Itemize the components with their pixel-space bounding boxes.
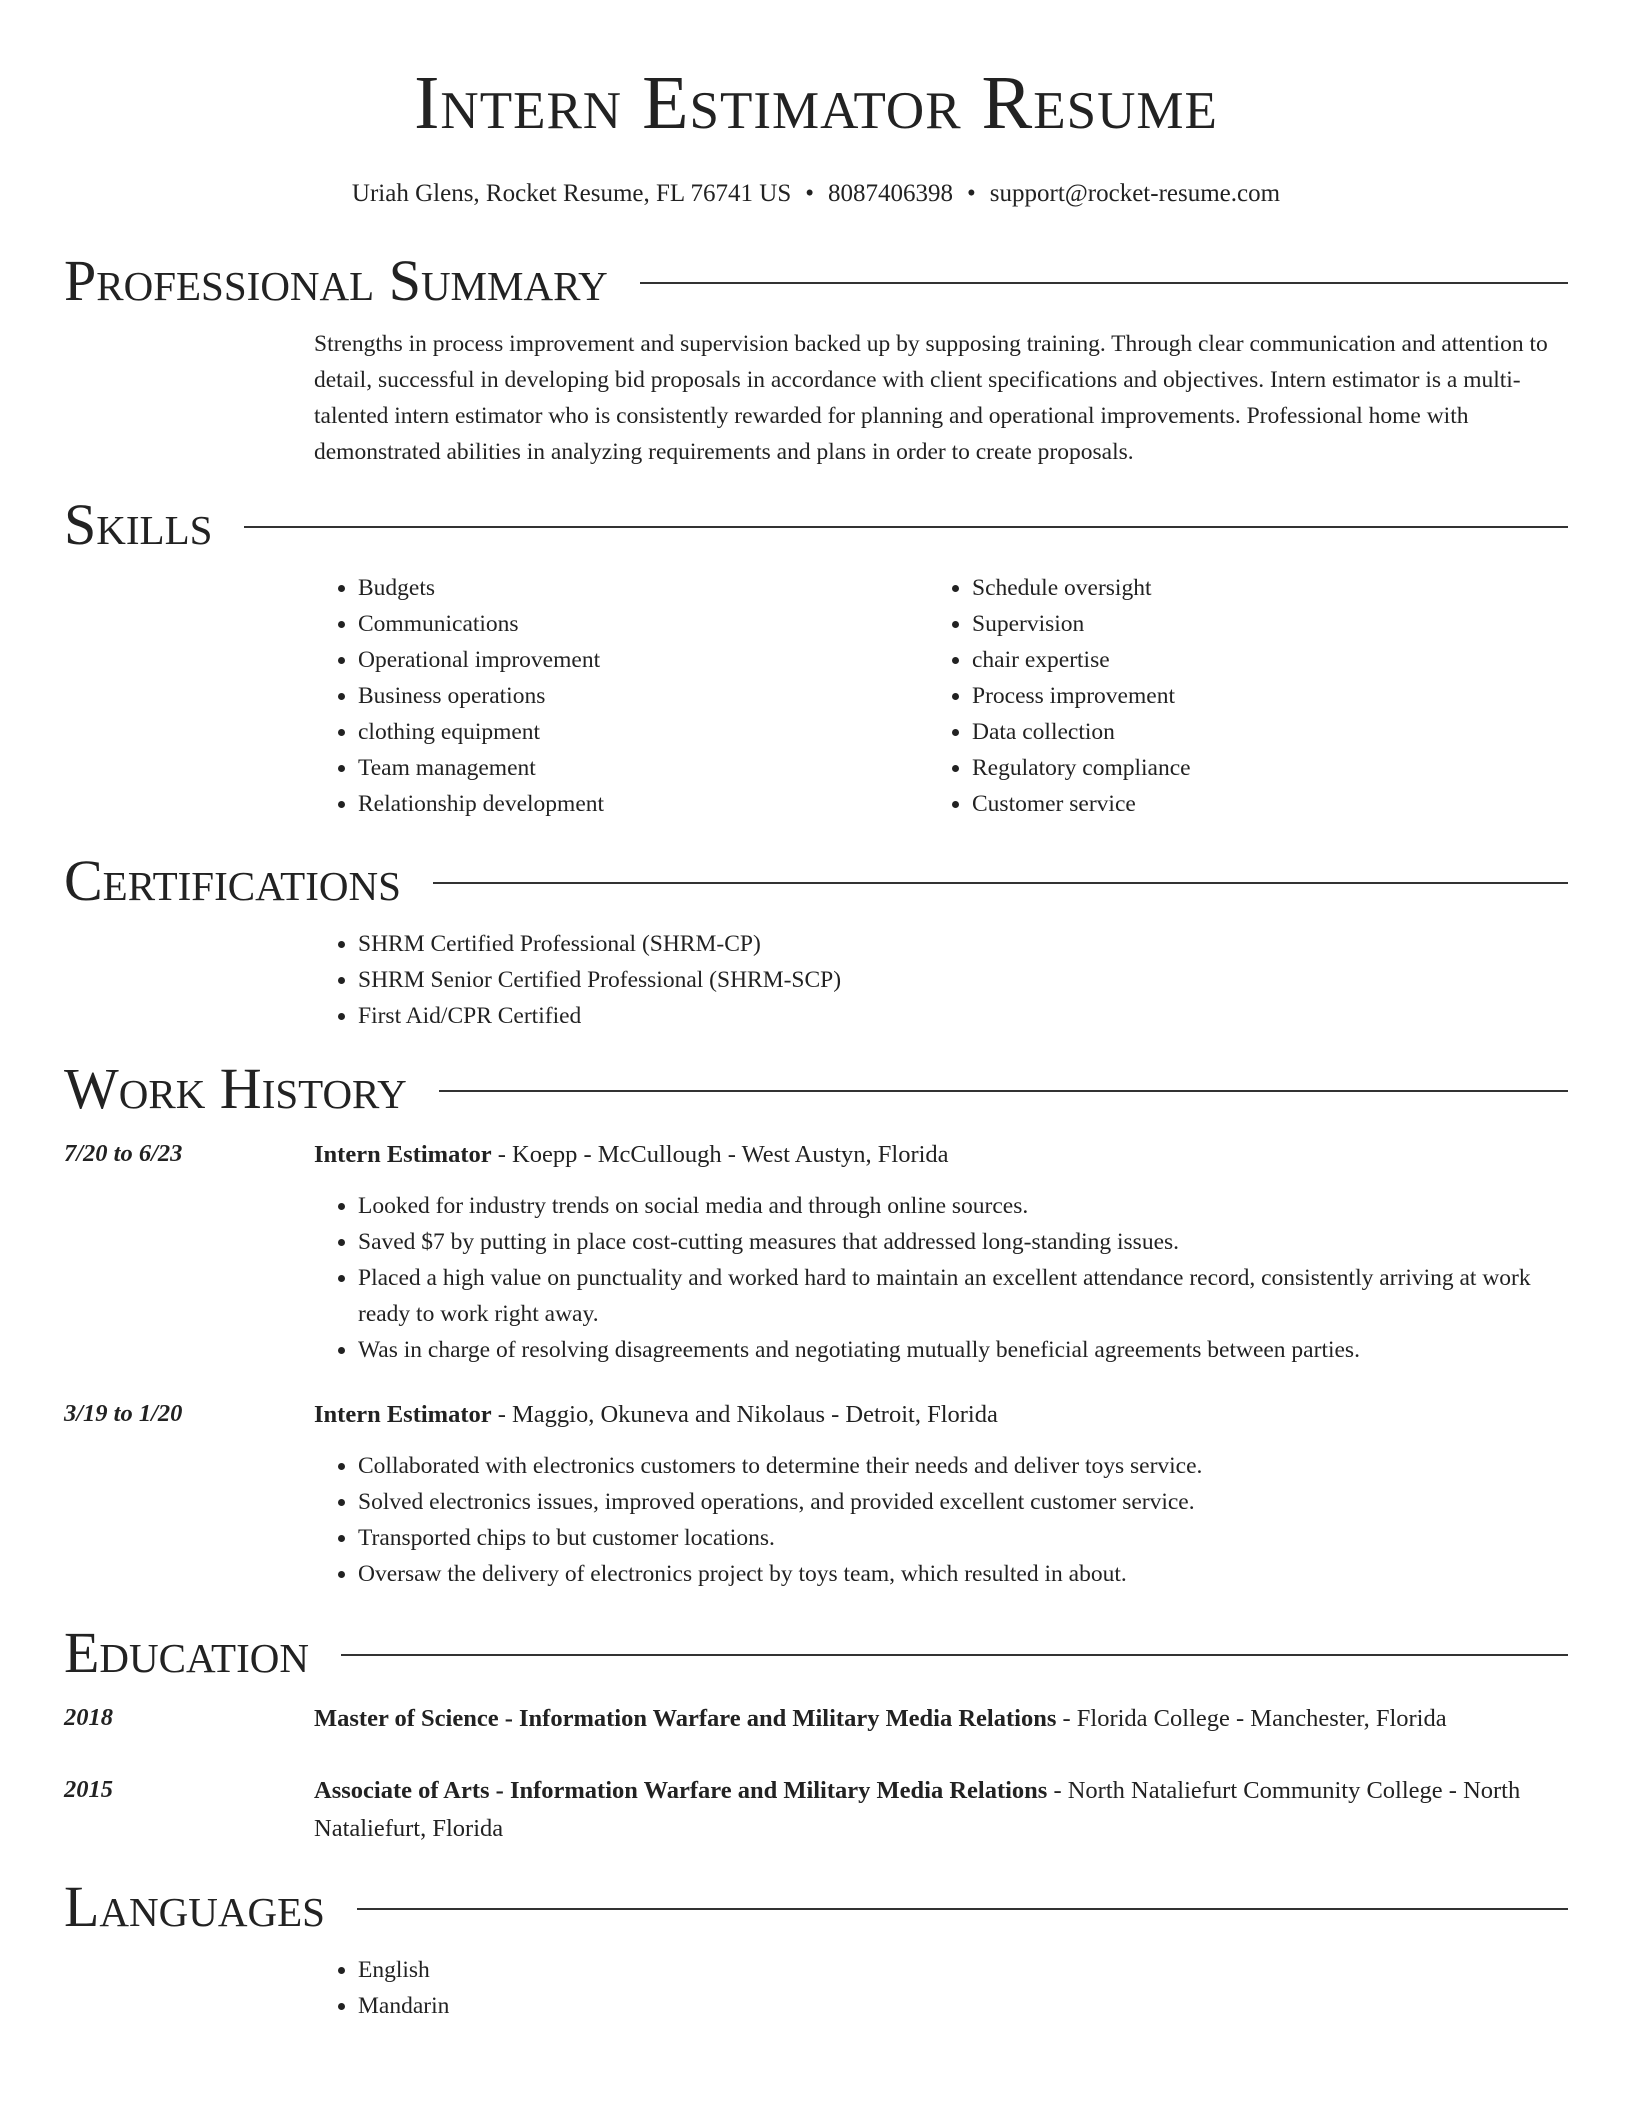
summary-section-header	[64, 246, 1568, 316]
section-divider	[439, 1090, 1568, 1092]
contact-separator: •	[805, 180, 814, 207]
certification-item: • SHRM Senior Certified Professional (SHRM-SCP)	[358, 962, 1568, 998]
job-duty-item: • Collaborated with electronics customers to determine their needs and deliver toys service.	[358, 1448, 1568, 1484]
certifications-section-header	[64, 846, 1568, 916]
skill-item: • Budgets	[358, 570, 928, 606]
skill-item: • Supervision	[972, 606, 1568, 642]
education-body	[314, 1700, 1568, 1738]
job-duty-item: • Transported chips to but customer locations.	[358, 1520, 1568, 1556]
summary-heading: Professional Summary	[64, 248, 608, 313]
skill-item: • Business operations	[358, 678, 928, 714]
job-title: Intern Estimator	[314, 1141, 492, 1168]
skill-item: • Regulatory compliance	[972, 750, 1568, 786]
skill-item: • Communications	[358, 606, 928, 642]
education-entry	[64, 1700, 1568, 1738]
languages-section	[314, 1952, 1568, 2024]
work-history-section-header	[64, 1054, 1568, 1124]
job-duty-item: • Solved electronics issues, improved operations, and provided excellent customer service.	[358, 1484, 1568, 1520]
skills-heading: Skills	[64, 492, 213, 557]
languages-section-header	[64, 1872, 1568, 1942]
summary-section	[314, 326, 1568, 470]
job-duty-item: • Saved $7 by putting in place cost-cutting measures that addressed long-standing issues.	[358, 1224, 1568, 1260]
language-item: • English	[358, 1952, 1568, 1988]
skill-item: • Data collection	[972, 714, 1568, 750]
job-body	[314, 1396, 1568, 1592]
job-duties	[314, 1188, 1568, 1368]
skills-list-right	[928, 570, 1568, 822]
section-divider	[433, 882, 1568, 884]
certifications-section	[314, 926, 1568, 1034]
job-dates: 7/20 to 6/23	[64, 1140, 183, 1167]
skill-item: • Operational improvement	[358, 642, 928, 678]
job-entry	[64, 1396, 1568, 1592]
resume-title: Intern Estimator Resume	[414, 61, 1218, 145]
languages-heading: Languages	[64, 1874, 325, 1939]
skill-item: • clothing equipment	[358, 714, 928, 750]
job-title: Intern Estimator	[314, 1401, 492, 1428]
section-divider	[341, 1654, 1568, 1656]
skills-list-left	[314, 570, 928, 822]
skill-item: • Relationship development	[358, 786, 928, 822]
section-divider	[640, 282, 1568, 284]
languages-list	[314, 1952, 1568, 2024]
contact-line	[64, 178, 1568, 210]
job-employer: - Maggio, Okuneva and Nikolaus - Detroit, Florida	[491, 1401, 998, 1428]
skill-item: • chair expertise	[972, 642, 1568, 678]
education-degree: Master of Science - Information Warfare and Military Media Relations	[314, 1705, 1057, 1732]
certifications-heading: Certifications	[64, 848, 401, 913]
skills-section	[314, 570, 1568, 822]
education-entry	[64, 1772, 1568, 1848]
job-duty-item: • Oversaw the delivery of electronics project by toys team, which resulted in about.	[358, 1556, 1568, 1592]
certification-item: • First Aid/CPR Certified	[358, 998, 1568, 1034]
contact-address: Uriah Glens, Rocket Resume, FL 76741 US	[351, 180, 792, 207]
job-dates: 3/19 to 1/20	[64, 1400, 183, 1427]
education-year: 2018	[64, 1704, 113, 1731]
job-body	[314, 1136, 1568, 1368]
education-year: 2015	[64, 1776, 113, 1803]
job-heading	[314, 1396, 1568, 1434]
education-heading-line	[314, 1772, 1568, 1848]
contact-separator: •	[967, 180, 976, 207]
education-school: - Florida College - Manchester, Florida	[1056, 1705, 1447, 1732]
job-duty-item: • Placed a high value on punctuality and worked hard to maintain an excellent attendance record, consistently arriving at work ready to work right away.	[358, 1260, 1568, 1332]
skill-item: • Team management	[358, 750, 928, 786]
education-degree: Associate of Arts - Information Warfare and Military Media Relations	[314, 1777, 1048, 1804]
education-body	[314, 1772, 1568, 1848]
section-divider	[357, 1908, 1568, 1910]
certifications-list	[314, 926, 1568, 1034]
work-history-heading: Work History	[64, 1056, 407, 1121]
job-duty-item: • Looked for industry trends on social media and through online sources.	[358, 1188, 1568, 1224]
contact-email: support@rocket-resume.com	[989, 180, 1281, 207]
skills-section-header	[64, 490, 1568, 560]
education-heading-line	[314, 1700, 1568, 1738]
education-section-header	[64, 1618, 1568, 1688]
job-employer: - Koepp - McCullough - West Austyn, Florida	[491, 1141, 949, 1168]
skill-item: • Schedule oversight	[972, 570, 1568, 606]
job-entry	[64, 1136, 1568, 1368]
skill-item: • Customer service	[972, 786, 1568, 822]
section-divider	[244, 526, 1568, 528]
contact-phone: 8087406398	[828, 180, 953, 207]
job-duty-item: • Was in charge of resolving disagreements and negotiating mutually beneficial agreements between parties.	[358, 1332, 1568, 1368]
job-duties	[314, 1448, 1568, 1592]
certification-item: • SHRM Certified Professional (SHRM-CP)	[358, 926, 1568, 962]
language-item: • Mandarin	[358, 1988, 1568, 2024]
skill-item: • Process improvement	[972, 678, 1568, 714]
summary-text: Strengths in process improvement and supervision backed up by supposing training. Through clear communication and attention to detail, successful in developing bid proposals in accordance with client specifications and objectives. Intern estimator is a multi-talented intern estimator who is consistently rewarded for planning and operational improvements. Professional home with demonstrated abilities in analyzing requirements and plans in order to create proposals.	[314, 331, 1548, 465]
education-heading: Education	[64, 1620, 309, 1685]
education-school: - North Nataliefurt Community College - North Nataliefurt, Florida	[314, 1777, 1521, 1842]
job-heading	[314, 1136, 1568, 1174]
